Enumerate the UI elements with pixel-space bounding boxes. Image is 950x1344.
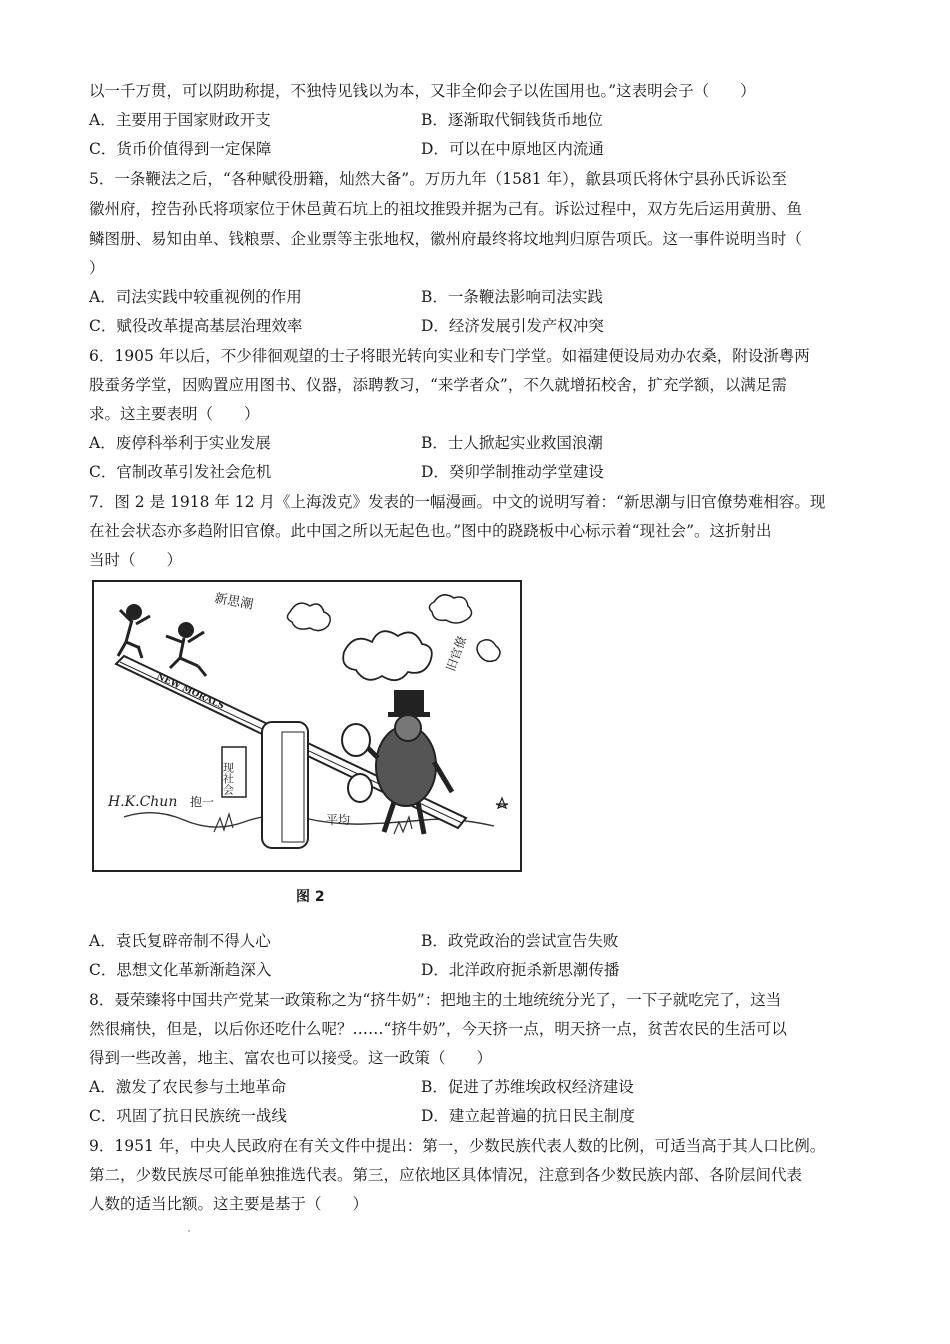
q5-option-c[interactable]: C．赋役改革提高基层治理效率 (89, 317, 303, 335)
signature-label: H.K.Chun (108, 794, 178, 810)
q6-text-line: 6．1905 年以后，不少徘徊观望的士子将眼光转向实业和专门学堂。如福建便设局劝办农桑，附设浙粤两 (89, 347, 810, 365)
seesaw-cartoon-illustration (94, 582, 520, 870)
q4-option-c[interactable]: C．货币价值得到一定保障 (89, 140, 272, 158)
q6-text-line: 股蚕务学堂，因购置应用图书、仪器，添聘教习，“来学者众”，不久就增拓校舍，扩充学额，以满足需 (89, 376, 787, 394)
signature-cn-label: 抱一 (190, 795, 215, 809)
figure-caption: 图 2 (296, 889, 325, 905)
q8-text-line: 8．聂荣臻将中国共产党某一政策称之为“挤牛奶”：把地主的土地统统分光了，一下子就吃完了，这当 (89, 991, 782, 1009)
board-label: NEW MORALS (154, 671, 226, 712)
q7-text-line: 当时（ ） (89, 551, 183, 569)
center-society-label: 现社会 (221, 762, 235, 795)
q6-option-b[interactable]: B．士人掀起实业救国浪潮 (421, 434, 603, 452)
q8-option-d[interactable]: D．建立起普遍的抗日民主制度 (421, 1107, 635, 1125)
q8-option-b[interactable]: B．促进了苏维埃政权经济建设 (421, 1078, 634, 1096)
q5-text-line: 鳞图册、易知由单、钱粮票、企业票等主张地权，徽州府最终将坟地判归原告项氏。这一事件说明当时（ (89, 230, 803, 248)
q7-option-b[interactable]: B．政党政治的尝试宣告失败 (421, 932, 619, 950)
new-thought-label: 新思潮 (213, 591, 255, 613)
q4-option-d[interactable]: D．可以在中原地区内流通 (421, 140, 604, 158)
q6-text-line: 求。这主要表明（ ） (89, 405, 260, 423)
q4-text-line: 以一千万贯，可以阴助称提，不独恃见钱以为本，又非全仰会子以佐国用也。”这表明会子（ ） (89, 82, 756, 100)
q5-option-a[interactable]: A．司法实践中较重视例的作用 (89, 288, 302, 306)
q5-option-b[interactable]: B．一条鞭法影响司法实践 (421, 288, 603, 306)
q4-option-b[interactable]: B．逐渐取代铜钱货币地位 (421, 111, 603, 129)
q7-option-c[interactable]: C．思想文化革新渐趋深入 (89, 961, 272, 979)
q6-option-a[interactable]: A．废停科举利于实业发展 (89, 434, 271, 452)
q7-text-line: 在社会状态亦多趋附旧官僚。此中国之所以无起色也。”图中的跷跷板中心标示着“现社会”。这折射出 (89, 522, 772, 540)
q9-text-line: 9．1951 年，中央人民政府在有关文件中提出：第一，少数民族代表人数的比例，可适当高于其人口比例。 (89, 1137, 826, 1155)
q7-option-a[interactable]: A．袁氏复辟帝制不得人心 (89, 932, 271, 950)
q8-text-line: 然很痛快，但是，以后你还吃什么呢？……“挤牛奶”，今天挤一点，明天挤一点，贫苦农民的生活可以 (89, 1020, 787, 1038)
q8-option-a[interactable]: A．激发了农民参与土地革命 (89, 1078, 287, 1096)
q7-option-d[interactable]: D．北洋政府扼杀新思潮传播 (421, 961, 620, 979)
q7-text-line: 7．图 2 是 1918 年 12 月《上海泼克》发表的一幅漫画。中文的说明写着：“新思潮与旧官僚势难相容。现 (89, 493, 826, 511)
q8-text-line: 得到一些改善，地主、富农也可以接受。这一政策（ ） (89, 1049, 493, 1067)
scan-dot (188, 1230, 190, 1232)
q5-text-line: 徽州府，控告孙氏将项家位于休邑黄石坑上的祖坟推毁并据为己有。诉讼过程中，双方先后运用黄册、鱼 (89, 200, 803, 218)
cartoon-figure (92, 580, 522, 872)
q5-text-line: ） (89, 259, 105, 277)
q6-option-c[interactable]: C．官制改革引发社会危机 (89, 463, 272, 481)
q6-option-d[interactable]: D．癸卯学制推动学堂建设 (421, 463, 604, 481)
q5-option-d[interactable]: D．经济发展引发产权冲突 (421, 317, 604, 335)
q9-text-line: 第二，少数民族尽可能单独推选代表。第三，应依地区具体情况，注意到各少数民族内部、各阶层间代表 (89, 1166, 803, 1184)
q4-option-a[interactable]: A．主要用于国家财政开支 (89, 111, 271, 129)
q8-option-c[interactable]: C．巩固了抗日民族统一战线 (89, 1107, 287, 1125)
q5-text-line: 5．一条鞭法之后，“各种赋役册籍，灿然大备”。万历九年（1581 年），歙县项氏将休宁县孙氏诉讼至 (89, 170, 787, 188)
q9-text-line: 人数的适当比额。这主要是基于（ ） (89, 1195, 369, 1213)
ground-label: 平均 (326, 813, 351, 827)
old-official-label: 旧官僚 (443, 634, 470, 674)
